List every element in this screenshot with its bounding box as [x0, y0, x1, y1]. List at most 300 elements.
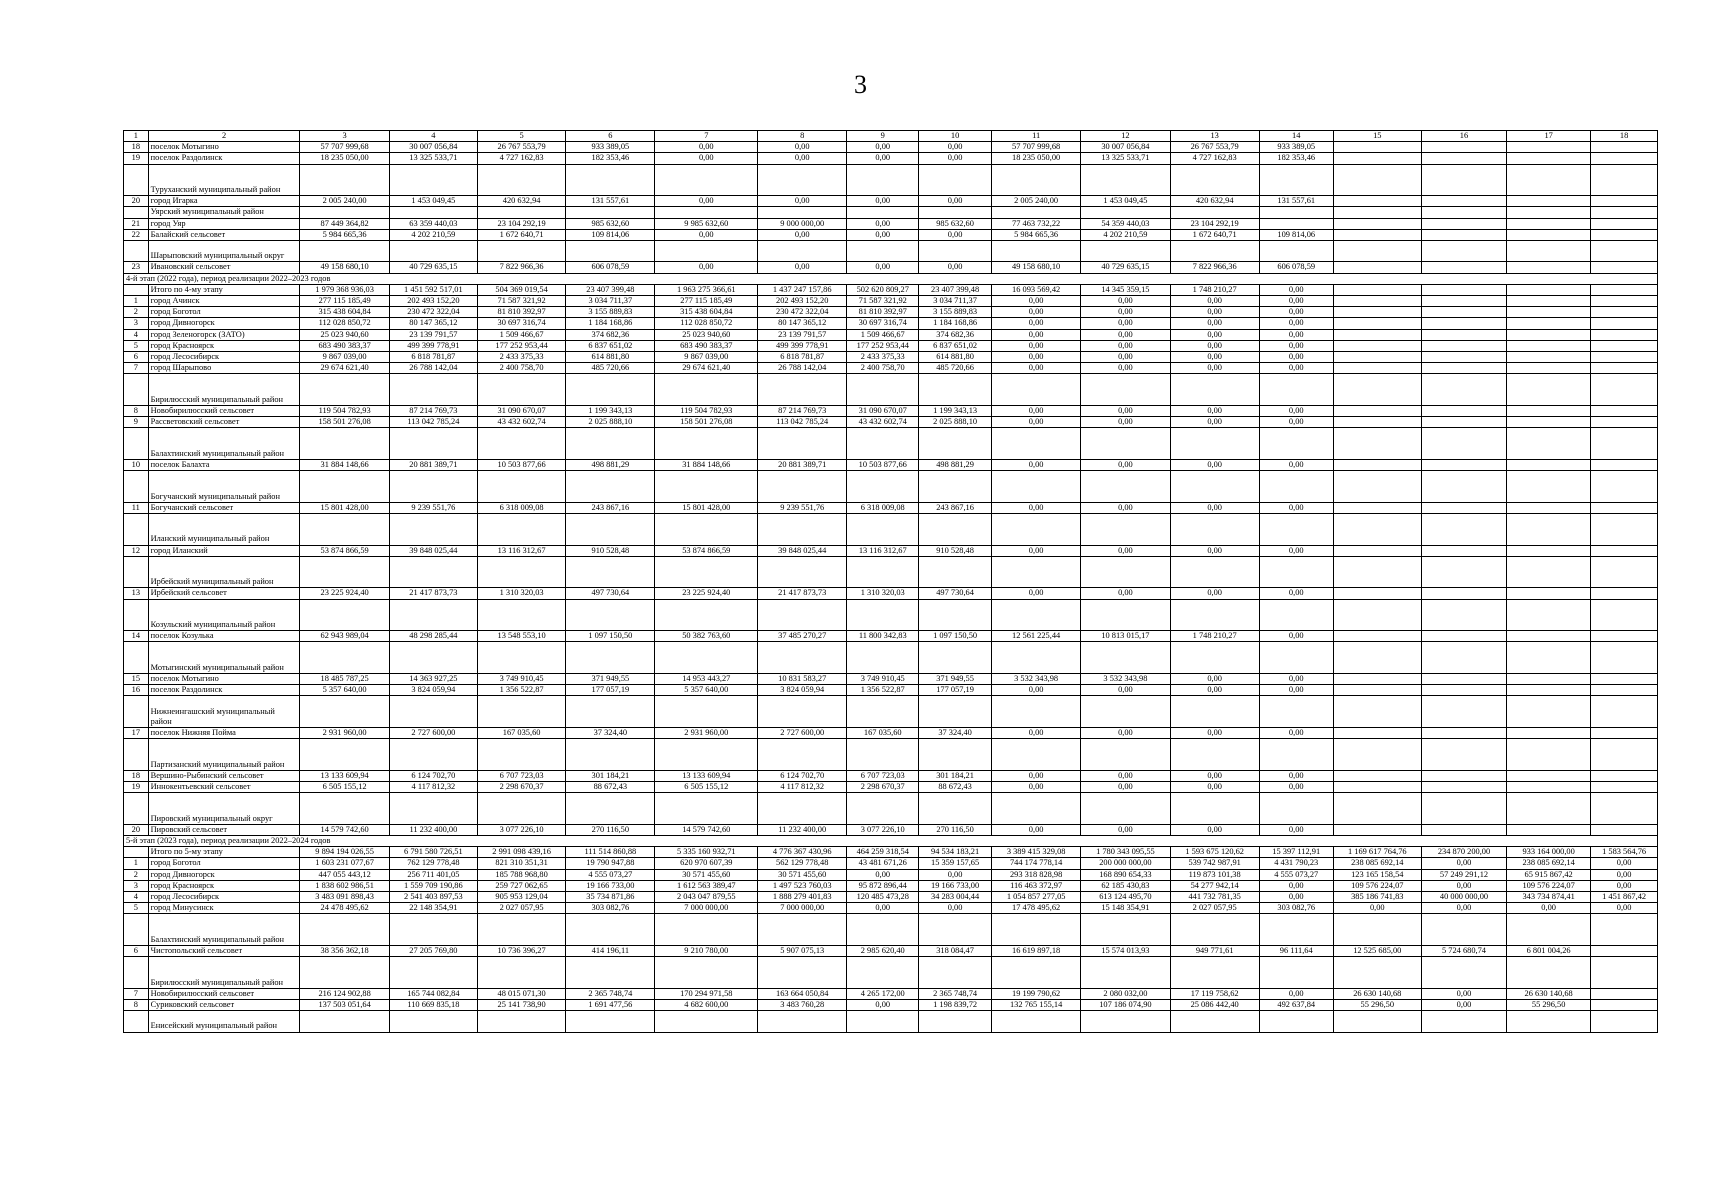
- empty-cell: [919, 428, 992, 460]
- value-cell-col-17: 343 734 874,41: [1507, 892, 1591, 903]
- empty-cell: [1507, 599, 1591, 631]
- value-cell-col-16: [1421, 674, 1506, 685]
- municipality-name: Итого по 4-му этапу: [148, 284, 300, 295]
- empty-cell: [389, 164, 477, 196]
- value-cell-col-18: [1591, 218, 1658, 229]
- value-cell-col-8: 1 437 247 157,86: [758, 284, 847, 295]
- row-index-cell: [124, 164, 149, 196]
- value-cell-col-11: 0,00: [992, 318, 1081, 329]
- value-cell-col-12: 15 574 013,93: [1081, 946, 1170, 957]
- empty-cell: [1333, 164, 1421, 196]
- empty-cell: [1591, 1011, 1658, 1032]
- value-cell-col-10: 15 359 157,65: [919, 858, 992, 869]
- value-cell-col-4: 165 744 082,84: [389, 988, 477, 999]
- value-cell-col-9: 0,00: [847, 903, 919, 914]
- stage-section-title: 5-й этап (2023 года), период реализации 2022–2024 годов: [124, 836, 1658, 847]
- value-cell-col-8: 11 232 400,00: [758, 824, 847, 835]
- empty-cell: [758, 642, 847, 674]
- value-cell-col-18: [1591, 674, 1658, 685]
- value-cell-col-15: [1333, 340, 1421, 351]
- empty-cell: [992, 207, 1081, 218]
- empty-cell: [847, 241, 919, 262]
- value-cell-col-5: 2 991 098 439,16: [477, 847, 565, 858]
- empty-cell: [1170, 514, 1259, 546]
- value-cell-col-16: [1421, 588, 1506, 599]
- value-cell-col-11: 744 174 778,14: [992, 858, 1081, 869]
- value-cell-col-18: [1591, 340, 1658, 351]
- value-cell-col-5: 504 369 019,54: [477, 284, 565, 295]
- value-cell-col-3: 6 505 155,12: [300, 782, 389, 793]
- value-cell-col-6: 1 097 150,50: [566, 631, 655, 642]
- row-index-cell: [124, 739, 149, 771]
- value-cell-col-5: 7 822 966,36: [477, 262, 565, 273]
- value-cell-col-11: 3 389 415 329,08: [992, 847, 1081, 858]
- value-cell-col-8: 0,00: [758, 229, 847, 240]
- value-cell-col-11: 0,00: [992, 502, 1081, 513]
- value-cell-col-11: 3 532 343,98: [992, 674, 1081, 685]
- value-cell-col-6: 985 632,60: [566, 218, 655, 229]
- municipality-name: поселок Мотыгино: [148, 674, 300, 685]
- value-cell-col-3: 23 225 924,40: [300, 588, 389, 599]
- value-cell-col-18: [1591, 685, 1658, 696]
- empty-cell: [1333, 207, 1421, 218]
- empty-cell: [389, 374, 477, 406]
- value-cell-col-5: 2 298 670,37: [477, 782, 565, 793]
- value-cell-col-12: 0,00: [1081, 770, 1170, 781]
- municipality-name: город Дивногорск: [148, 869, 300, 880]
- value-cell-col-6: 497 730,64: [566, 588, 655, 599]
- empty-cell: [992, 164, 1081, 196]
- value-cell-col-13: 1 593 675 120,62: [1170, 847, 1259, 858]
- municipality-name: поселок Нижняя Пойма: [148, 728, 300, 739]
- value-cell-col-9: 6 707 723,03: [847, 770, 919, 781]
- value-cell-col-6: 19 790 947,88: [566, 858, 655, 869]
- value-cell-col-16: 0,00: [1421, 1000, 1506, 1011]
- row-index: 15: [124, 674, 149, 685]
- empty-cell: [1591, 556, 1658, 588]
- value-cell-col-18: 0,00: [1591, 903, 1658, 914]
- value-cell-col-3: 2 931 960,00: [300, 728, 389, 739]
- value-cell-col-4: 30 007 056,84: [389, 142, 477, 153]
- empty-cell: [1170, 642, 1259, 674]
- table-row: [124, 782, 1658, 793]
- empty-cell: [1507, 642, 1591, 674]
- empty-cell: [477, 428, 565, 460]
- empty-cell: [919, 207, 992, 218]
- empty-cell: [1421, 914, 1506, 946]
- value-cell-col-13: 0,00: [1170, 460, 1259, 471]
- value-cell-col-18: [1591, 296, 1658, 307]
- value-cell-col-14: 606 078,59: [1259, 262, 1333, 273]
- row-index: 3: [124, 880, 149, 891]
- table-row: [124, 417, 1658, 428]
- value-cell-col-7: 31 884 148,66: [655, 460, 758, 471]
- value-cell-col-15: [1333, 262, 1421, 273]
- empty-cell: [389, 599, 477, 631]
- value-cell-col-3: 158 501 276,08: [300, 417, 389, 428]
- value-cell-col-9: 95 872 896,44: [847, 880, 919, 891]
- value-cell-col-4: 9 239 551,76: [389, 502, 477, 513]
- empty-cell: [655, 241, 758, 262]
- value-cell-col-5: 30 697 316,74: [477, 318, 565, 329]
- value-cell-col-14: 0,00: [1259, 284, 1333, 295]
- value-cell-col-8: 87 214 769,73: [758, 406, 847, 417]
- value-cell-col-9: 71 587 321,92: [847, 296, 919, 307]
- empty-cell: [758, 793, 847, 825]
- value-cell-col-4: 230 472 322,04: [389, 307, 477, 318]
- value-cell-col-17: [1507, 307, 1591, 318]
- value-cell-col-15: [1333, 296, 1421, 307]
- value-cell-col-8: 1 497 523 760,03: [758, 880, 847, 891]
- value-cell-col-18: [1591, 196, 1658, 207]
- empty-cell: [300, 599, 389, 631]
- empty-cell: [1259, 471, 1333, 503]
- stage-section-title: 4-й этап (2022 года), период реализации 2022–2023 годов: [124, 273, 1658, 284]
- table-row: [124, 262, 1658, 273]
- table-row: [124, 946, 1658, 957]
- empty-cell: [389, 957, 477, 989]
- value-cell-col-18: [1591, 229, 1658, 240]
- value-cell-col-16: [1421, 307, 1506, 318]
- empty-cell: [847, 739, 919, 771]
- empty-cell: [1259, 556, 1333, 588]
- value-cell-col-18: 1 583 564,76: [1591, 847, 1658, 858]
- value-cell-col-10: 0,00: [919, 903, 992, 914]
- value-cell-col-17: [1507, 460, 1591, 471]
- value-cell-col-3: 277 115 185,49: [300, 296, 389, 307]
- empty-cell: [758, 739, 847, 771]
- empty-cell: [847, 374, 919, 406]
- value-cell-col-11: 77 463 732,22: [992, 218, 1081, 229]
- value-cell-col-14: 96 111,64: [1259, 946, 1333, 957]
- district-header-row: [124, 164, 1658, 196]
- value-cell-col-14: 0,00: [1259, 296, 1333, 307]
- value-cell-col-16: [1421, 770, 1506, 781]
- value-cell-col-10: 88 672,43: [919, 782, 992, 793]
- value-cell-col-6: 414 196,11: [566, 946, 655, 957]
- value-cell-col-4: 80 147 365,12: [389, 318, 477, 329]
- value-cell-col-3: 49 158 680,10: [300, 262, 389, 273]
- value-cell-col-17: [1507, 770, 1591, 781]
- district-name: Мотыгинский муниципальный район: [148, 642, 300, 674]
- value-cell-col-15: 12 525 685,00: [1333, 946, 1421, 957]
- value-cell-col-10: 2 025 888,10: [919, 417, 992, 428]
- value-cell-col-17: [1507, 417, 1591, 428]
- value-cell-col-5: 81 810 392,97: [477, 307, 565, 318]
- column-number-9: 9: [847, 131, 919, 142]
- value-cell-col-14: 0,00: [1259, 988, 1333, 999]
- column-number-3: 3: [300, 131, 389, 142]
- value-cell-col-18: [1591, 588, 1658, 599]
- empty-cell: [1333, 793, 1421, 825]
- row-index: 8: [124, 1000, 149, 1011]
- value-cell-col-15: [1333, 229, 1421, 240]
- municipality-name: Балайский сельсовет: [148, 229, 300, 240]
- value-cell-col-18: [1591, 318, 1658, 329]
- value-cell-col-15: [1333, 502, 1421, 513]
- empty-cell: [1333, 241, 1421, 262]
- value-cell-col-4: 6 818 781,87: [389, 352, 477, 363]
- table-row: [124, 502, 1658, 513]
- value-cell-col-16: [1421, 318, 1506, 329]
- value-cell-col-7: 112 028 850,72: [655, 318, 758, 329]
- value-cell-col-16: [1421, 417, 1506, 428]
- value-cell-col-16: [1421, 502, 1506, 513]
- value-cell-col-9: 167 035,60: [847, 728, 919, 739]
- empty-cell: [477, 599, 565, 631]
- empty-cell: [1081, 241, 1170, 262]
- empty-cell: [1170, 241, 1259, 262]
- value-cell-col-12: 0,00: [1081, 728, 1170, 739]
- value-cell-col-4: 1 453 049,45: [389, 196, 477, 207]
- row-index: 10: [124, 460, 149, 471]
- value-cell-col-16: [1421, 284, 1506, 295]
- municipality-name: город Боготол: [148, 307, 300, 318]
- value-cell-col-5: 821 310 351,31: [477, 858, 565, 869]
- value-cell-col-9: 31 090 670,07: [847, 406, 919, 417]
- value-cell-col-5: 25 141 738,90: [477, 1000, 565, 1011]
- value-cell-col-8: 0,00: [758, 262, 847, 273]
- value-cell-col-13: 17 119 758,62: [1170, 988, 1259, 999]
- row-index: 11: [124, 502, 149, 513]
- value-cell-col-3: 87 449 364,82: [300, 218, 389, 229]
- empty-cell: [389, 793, 477, 825]
- value-cell-col-12: 168 890 654,33: [1081, 869, 1170, 880]
- value-cell-col-15: [1333, 674, 1421, 685]
- value-cell-col-15: [1333, 363, 1421, 374]
- value-cell-col-14: 131 557,61: [1259, 196, 1333, 207]
- value-cell-col-5: 167 035,60: [477, 728, 565, 739]
- value-cell-col-16: [1421, 406, 1506, 417]
- empty-cell: [992, 914, 1081, 946]
- value-cell-col-11: 0,00: [992, 340, 1081, 351]
- value-cell-col-5: 1 356 522,87: [477, 685, 565, 696]
- empty-cell: [477, 164, 565, 196]
- value-cell-col-9: 120 485 473,28: [847, 892, 919, 903]
- value-cell-col-13: 0,00: [1170, 307, 1259, 318]
- value-cell-col-13: 949 771,61: [1170, 946, 1259, 957]
- empty-cell: [1259, 428, 1333, 460]
- table-row: [124, 685, 1658, 696]
- value-cell-col-18: [1591, 363, 1658, 374]
- value-cell-col-6: 109 814,06: [566, 229, 655, 240]
- value-cell-col-4: 762 129 778,48: [389, 858, 477, 869]
- value-cell-col-8: 6 124 702,70: [758, 770, 847, 781]
- district-header-row: [124, 471, 1658, 503]
- value-cell-col-10: 1 184 168,86: [919, 318, 992, 329]
- column-number-13: 13: [1170, 131, 1259, 142]
- value-cell-col-10: 374 682,36: [919, 329, 992, 340]
- municipality-name: город Лесосибирск: [148, 352, 300, 363]
- row-index-cell: [124, 642, 149, 674]
- value-cell-col-5: 420 632,94: [477, 196, 565, 207]
- table-row: [124, 329, 1658, 340]
- value-cell-col-11: 0,00: [992, 770, 1081, 781]
- value-cell-col-8: 0,00: [758, 196, 847, 207]
- row-index-cell: [124, 1011, 149, 1032]
- district-name: Шарыповский муниципальный округ: [148, 241, 300, 262]
- empty-cell: [919, 556, 992, 588]
- value-cell-col-8: 230 472 322,04: [758, 307, 847, 318]
- value-cell-col-11: 0,00: [992, 545, 1081, 556]
- value-cell-col-15: [1333, 218, 1421, 229]
- value-cell-col-4: 40 729 635,15: [389, 262, 477, 273]
- value-cell-col-7: 4 682 600,00: [655, 1000, 758, 1011]
- value-cell-col-9: 13 116 312,67: [847, 545, 919, 556]
- value-cell-col-4: 23 139 791,57: [389, 329, 477, 340]
- value-cell-col-15: [1333, 307, 1421, 318]
- value-cell-col-15: [1333, 770, 1421, 781]
- empty-cell: [992, 241, 1081, 262]
- value-cell-col-9: 81 810 392,97: [847, 307, 919, 318]
- value-cell-col-4: 113 042 785,24: [389, 417, 477, 428]
- empty-cell: [1259, 642, 1333, 674]
- value-cell-col-5: 177 252 953,44: [477, 340, 565, 351]
- empty-cell: [1259, 1011, 1333, 1032]
- empty-cell: [758, 428, 847, 460]
- row-index: 14: [124, 631, 149, 642]
- row-index: 6: [124, 352, 149, 363]
- district-header-row: [124, 514, 1658, 546]
- column-number-5: 5: [477, 131, 565, 142]
- value-cell-col-16: [1421, 631, 1506, 642]
- empty-cell: [1259, 739, 1333, 771]
- value-cell-col-3: 18 235 050,00: [300, 153, 389, 164]
- value-cell-col-16: [1421, 824, 1506, 835]
- value-cell-col-3: 447 055 443,12: [300, 869, 389, 880]
- value-cell-col-10: 1 198 839,72: [919, 1000, 992, 1011]
- value-cell-col-15: [1333, 352, 1421, 363]
- empty-cell: [300, 739, 389, 771]
- empty-cell: [566, 914, 655, 946]
- empty-cell: [477, 957, 565, 989]
- value-cell-col-14: 0,00: [1259, 363, 1333, 374]
- column-number-8: 8: [758, 131, 847, 142]
- value-cell-col-15: [1333, 631, 1421, 642]
- district-name: Ирбейский муниципальный район: [148, 556, 300, 588]
- value-cell-col-9: 0,00: [847, 218, 919, 229]
- value-cell-col-8: 4 776 367 430,96: [758, 847, 847, 858]
- empty-cell: [566, 599, 655, 631]
- value-cell-col-9: 0,00: [847, 196, 919, 207]
- value-cell-col-12: 0,00: [1081, 824, 1170, 835]
- empty-cell: [1081, 471, 1170, 503]
- value-cell-col-14: 0,00: [1259, 674, 1333, 685]
- row-index: 21: [124, 218, 149, 229]
- value-cell-col-17: 109 576 224,07: [1507, 880, 1591, 891]
- empty-cell: [655, 793, 758, 825]
- municipality-name: поселок Раздолинск: [148, 685, 300, 696]
- table-row: [124, 284, 1658, 295]
- table-row: [124, 352, 1658, 363]
- row-index: 6: [124, 946, 149, 957]
- empty-cell: [655, 556, 758, 588]
- table-row: [124, 880, 1658, 891]
- empty-cell: [566, 514, 655, 546]
- value-cell-col-7: 0,00: [655, 262, 758, 273]
- value-cell-col-4: 1 451 592 517,01: [389, 284, 477, 295]
- value-cell-col-3: 137 503 051,64: [300, 1000, 389, 1011]
- empty-cell: [758, 957, 847, 989]
- empty-cell: [1591, 241, 1658, 262]
- value-cell-col-15: 26 630 140,68: [1333, 988, 1421, 999]
- value-cell-col-8: 39 848 025,44: [758, 545, 847, 556]
- value-cell-col-13: 0,00: [1170, 770, 1259, 781]
- value-cell-col-8: 1 888 279 401,83: [758, 892, 847, 903]
- empty-cell: [300, 696, 389, 728]
- value-cell-col-10: 318 084,47: [919, 946, 992, 957]
- value-cell-col-6: 35 734 871,86: [566, 892, 655, 903]
- value-cell-col-10: 34 283 004,44: [919, 892, 992, 903]
- value-cell-col-13: 0,00: [1170, 588, 1259, 599]
- value-cell-col-3: 5 357 640,00: [300, 685, 389, 696]
- empty-cell: [1507, 1011, 1591, 1032]
- empty-cell: [847, 556, 919, 588]
- empty-cell: [758, 696, 847, 728]
- value-cell-col-18: [1591, 782, 1658, 793]
- district-name: Балахтинский муниципальный район: [148, 914, 300, 946]
- value-cell-col-13: 539 742 987,91: [1170, 858, 1259, 869]
- row-index-cell: [124, 207, 149, 218]
- value-cell-col-4: 202 493 152,20: [389, 296, 477, 307]
- value-cell-col-3: 31 884 148,66: [300, 460, 389, 471]
- district-name: Уярский муниципальный район: [148, 207, 300, 218]
- empty-cell: [919, 471, 992, 503]
- value-cell-col-9: 0,00: [847, 153, 919, 164]
- value-cell-col-18: 0,00: [1591, 858, 1658, 869]
- value-cell-col-6: 2 025 888,10: [566, 417, 655, 428]
- value-cell-col-14: 182 353,46: [1259, 153, 1333, 164]
- empty-cell: [1333, 739, 1421, 771]
- value-cell-col-8: 4 117 812,32: [758, 782, 847, 793]
- district-header-row: [124, 428, 1658, 460]
- value-cell-col-14: 0,00: [1259, 307, 1333, 318]
- value-cell-col-14: 4 555 073,27: [1259, 869, 1333, 880]
- empty-cell: [566, 1011, 655, 1032]
- value-cell-col-5: 1 672 640,71: [477, 229, 565, 240]
- empty-cell: [1421, 739, 1506, 771]
- empty-cell: [1259, 514, 1333, 546]
- district-header-row: [124, 599, 1658, 631]
- empty-cell: [1333, 514, 1421, 546]
- value-cell-col-4: 63 359 440,03: [389, 218, 477, 229]
- value-cell-col-7: 14 953 443,27: [655, 674, 758, 685]
- empty-cell: [300, 514, 389, 546]
- value-cell-col-3: 5 984 665,36: [300, 229, 389, 240]
- value-cell-col-6: 1 691 477,56: [566, 1000, 655, 1011]
- value-cell-col-8: 10 831 583,27: [758, 674, 847, 685]
- value-cell-col-12: 1 453 049,45: [1081, 196, 1170, 207]
- value-cell-col-11: 49 158 680,10: [992, 262, 1081, 273]
- empty-cell: [1507, 374, 1591, 406]
- value-cell-col-10: 485 720,66: [919, 363, 992, 374]
- value-cell-col-15: [1333, 782, 1421, 793]
- row-index-cell: [124, 241, 149, 262]
- column-number-15: 15: [1333, 131, 1421, 142]
- empty-cell: [1507, 207, 1591, 218]
- value-cell-col-17: [1507, 229, 1591, 240]
- empty-cell: [1421, 556, 1506, 588]
- empty-cell: [1333, 696, 1421, 728]
- value-cell-col-18: [1591, 502, 1658, 513]
- value-cell-col-7: 2 043 047 879,55: [655, 892, 758, 903]
- value-cell-col-6: 131 557,61: [566, 196, 655, 207]
- value-cell-col-3: 24 478 495,62: [300, 903, 389, 914]
- empty-cell: [1081, 599, 1170, 631]
- row-index: 2: [124, 869, 149, 880]
- value-cell-col-9: 502 620 809,27: [847, 284, 919, 295]
- value-cell-col-10: 177 057,19: [919, 685, 992, 696]
